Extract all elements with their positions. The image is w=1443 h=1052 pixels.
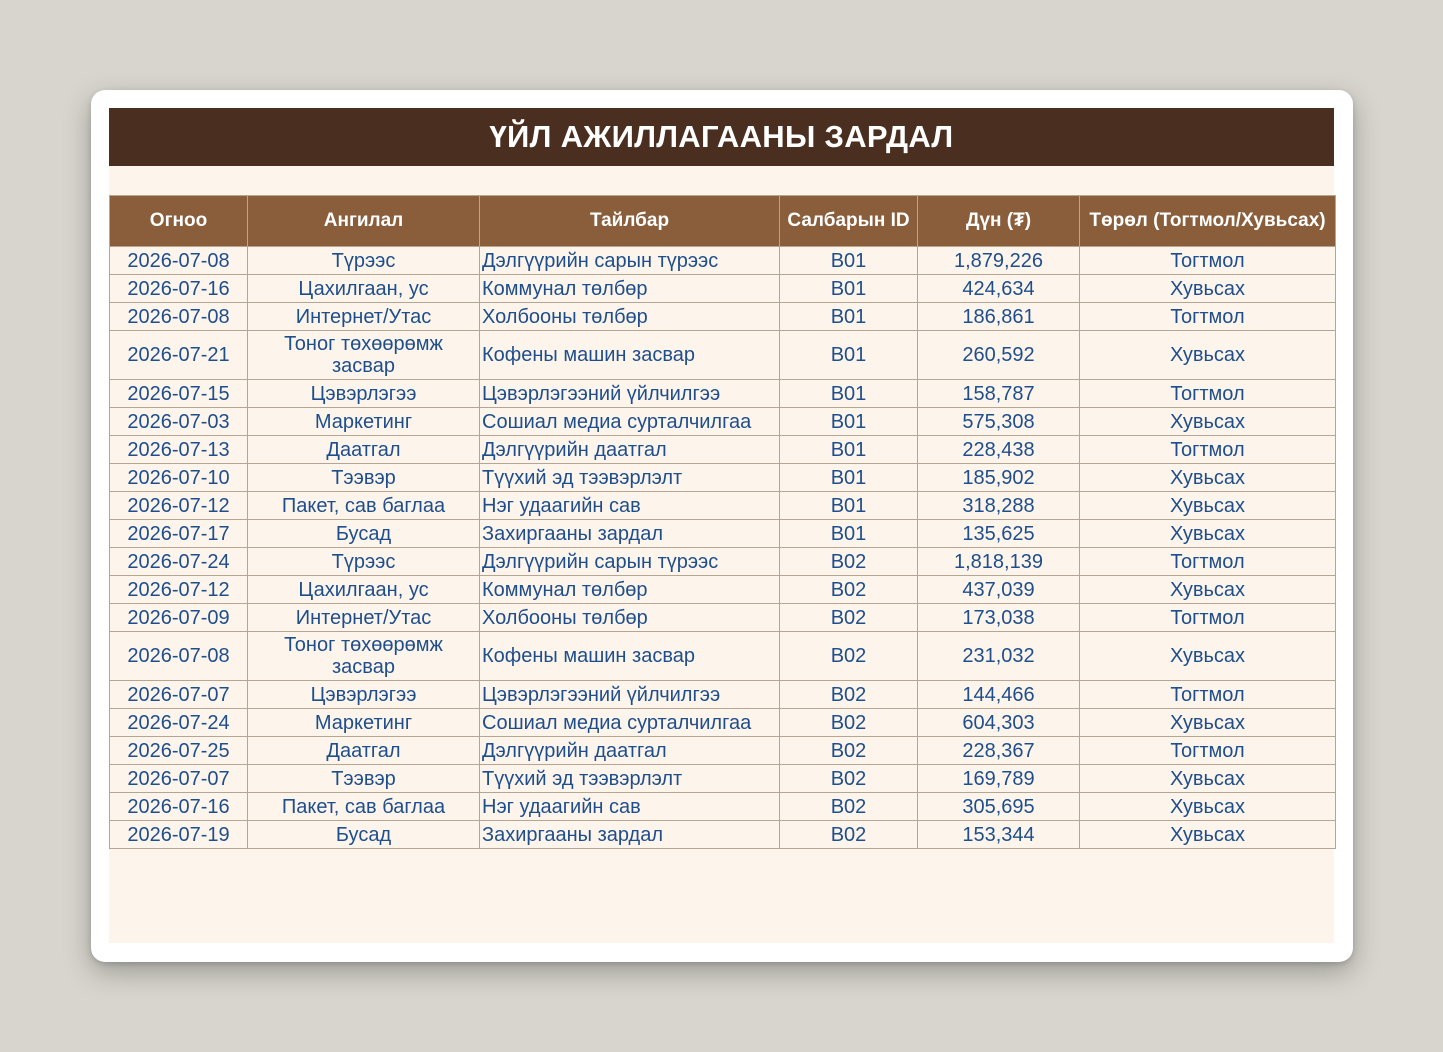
cell-date[interactable]: 2026-07-08 xyxy=(110,303,248,331)
cell-branch-id[interactable]: B02 xyxy=(780,548,918,576)
cell-description[interactable]: Дэлгүүрийн сарын түрээс xyxy=(480,548,780,576)
table-row xyxy=(110,548,1336,576)
table-row xyxy=(110,793,1336,821)
cell-amount[interactable]: 305,695 xyxy=(918,793,1080,821)
cell-amount[interactable]: 575,308 xyxy=(918,408,1080,436)
cell-branch-id[interactable]: B02 xyxy=(780,793,918,821)
cell-type[interactable]: Тогтмол xyxy=(1080,737,1336,765)
cell-description[interactable]: Захиргааны зардал xyxy=(480,520,780,548)
table-row xyxy=(110,247,1336,275)
cell-category[interactable]: Цэвэрлэгээ xyxy=(248,380,480,408)
table-body xyxy=(110,247,1336,849)
column-header-category[interactable]: Ангилал xyxy=(248,196,480,247)
cell-category[interactable]: Пакет, сав баглаа xyxy=(248,492,480,520)
cell-amount[interactable]: 228,438 xyxy=(918,436,1080,464)
cell-category[interactable]: Түрээс xyxy=(248,548,480,576)
cell-category[interactable]: Түрээс xyxy=(248,247,480,275)
cell-branch-id[interactable]: B02 xyxy=(780,765,918,793)
table-row xyxy=(110,821,1336,849)
cell-category[interactable]: Тоног төхөөрөмж засвар xyxy=(248,331,480,380)
cell-description[interactable]: Цэвэрлэгээний үйлчилгээ xyxy=(480,681,780,709)
table-header xyxy=(110,196,1336,247)
cell-category[interactable]: Цахилгаан, ус xyxy=(248,576,480,604)
cell-type[interactable]: Хувьсах xyxy=(1080,275,1336,303)
cell-amount[interactable]: 1,818,139 xyxy=(918,548,1080,576)
cell-type[interactable]: Хувьсах xyxy=(1080,331,1336,380)
table-row xyxy=(110,464,1336,492)
cell-branch-id[interactable]: B01 xyxy=(780,436,918,464)
table-row xyxy=(110,436,1336,464)
cell-amount[interactable]: 153,344 xyxy=(918,821,1080,849)
cell-date[interactable]: 2026-07-13 xyxy=(110,436,248,464)
cell-category[interactable]: Пакет, сав баглаа xyxy=(248,793,480,821)
table-row xyxy=(110,576,1336,604)
cell-category[interactable]: Даатгал xyxy=(248,737,480,765)
cell-date[interactable]: 2026-07-24 xyxy=(110,709,248,737)
cell-branch-id[interactable]: B01 xyxy=(780,303,918,331)
cell-description[interactable]: Сошиал медиа сурталчилгаа xyxy=(480,709,780,737)
cell-date[interactable]: 2026-07-15 xyxy=(110,380,248,408)
cell-description[interactable]: Коммунал төлбөр xyxy=(480,275,780,303)
cell-date[interactable]: 2026-07-12 xyxy=(110,576,248,604)
cell-description[interactable]: Захиргааны зардал xyxy=(480,821,780,849)
cell-date[interactable]: 2026-07-10 xyxy=(110,464,248,492)
cell-description[interactable]: Дэлгүүрийн сарын түрээс xyxy=(480,247,780,275)
cell-branch-id[interactable]: B01 xyxy=(780,492,918,520)
sheet-title: ҮЙЛ АЖИЛЛАГААНЫ ЗАРДАЛ xyxy=(109,108,1334,166)
column-header-description[interactable]: Тайлбар xyxy=(480,196,780,247)
cell-type[interactable]: Хувьсах xyxy=(1080,520,1336,548)
cell-branch-id[interactable]: B02 xyxy=(780,821,918,849)
cell-description[interactable]: Цэвэрлэгээний үйлчилгээ xyxy=(480,380,780,408)
cell-category[interactable]: Бусад xyxy=(248,821,480,849)
cell-amount[interactable]: 604,303 xyxy=(918,709,1080,737)
cell-type[interactable]: Тогтмол xyxy=(1080,247,1336,275)
cell-branch-id[interactable]: B02 xyxy=(780,681,918,709)
column-header-type[interactable]: Төрөл (Тогтмол/Хувьсах) xyxy=(1080,196,1336,247)
table-row xyxy=(110,709,1336,737)
cell-description[interactable]: Түүхий эд тээвэрлэлт xyxy=(480,765,780,793)
cell-description[interactable]: Холбооны төлбөр xyxy=(480,604,780,632)
cell-branch-id[interactable]: B01 xyxy=(780,408,918,436)
cell-branch-id[interactable]: B02 xyxy=(780,604,918,632)
cell-type[interactable]: Тогтмол xyxy=(1080,303,1336,331)
cell-date[interactable]: 2026-07-16 xyxy=(110,275,248,303)
table-row xyxy=(110,380,1336,408)
table-row xyxy=(110,604,1336,632)
cell-type[interactable]: Тогтмол xyxy=(1080,548,1336,576)
cell-type[interactable]: Хувьсах xyxy=(1080,408,1336,436)
cell-amount[interactable]: 173,038 xyxy=(918,604,1080,632)
cell-type[interactable]: Хувьсах xyxy=(1080,821,1336,849)
cell-description[interactable]: Дэлгүүрийн даатгал xyxy=(480,737,780,765)
cell-amount[interactable]: 158,787 xyxy=(918,380,1080,408)
cell-category[interactable]: Тоног төхөөрөмж засвар xyxy=(248,632,480,681)
table-row xyxy=(110,520,1336,548)
cell-amount[interactable]: 1,879,226 xyxy=(918,247,1080,275)
cell-branch-id[interactable]: B01 xyxy=(780,331,918,380)
cell-type[interactable]: Хувьсах xyxy=(1080,793,1336,821)
cell-category[interactable]: Даатгал xyxy=(248,436,480,464)
cell-date[interactable]: 2026-07-12 xyxy=(110,492,248,520)
table-row xyxy=(110,681,1336,709)
cell-branch-id[interactable]: B01 xyxy=(780,380,918,408)
table-row xyxy=(110,303,1336,331)
cell-description[interactable]: Нэг удаагийн сав xyxy=(480,793,780,821)
cell-branch-id[interactable]: B02 xyxy=(780,576,918,604)
cell-category[interactable]: Бусад xyxy=(248,520,480,548)
cell-category[interactable]: Маркетинг xyxy=(248,709,480,737)
cell-branch-id[interactable]: B02 xyxy=(780,709,918,737)
cell-type[interactable]: Тогтмол xyxy=(1080,380,1336,408)
spreadsheet-card xyxy=(91,90,1353,962)
column-header-branch-id[interactable]: Салбарын ID xyxy=(780,196,918,247)
cell-type[interactable]: Тогтмол xyxy=(1080,604,1336,632)
cell-type[interactable]: Хувьсах xyxy=(1080,632,1336,681)
expense-table xyxy=(109,195,1336,849)
cell-date[interactable]: 2026-07-24 xyxy=(110,548,248,576)
table-row xyxy=(110,275,1336,303)
table-row xyxy=(110,408,1336,436)
column-header-date[interactable]: Огноо xyxy=(110,196,248,247)
header-row xyxy=(110,196,1336,247)
cell-description[interactable]: Холбооны төлбөр xyxy=(480,303,780,331)
table-row xyxy=(110,765,1336,793)
cell-amount[interactable]: 186,861 xyxy=(918,303,1080,331)
cell-category[interactable]: Маркетинг xyxy=(248,408,480,436)
cell-type[interactable]: Хувьсах xyxy=(1080,464,1336,492)
column-header-amount[interactable]: Дүн (₮) xyxy=(918,196,1080,247)
cell-branch-id[interactable]: B01 xyxy=(780,275,918,303)
cell-category[interactable]: Интернет/Утас xyxy=(248,604,480,632)
cell-branch-id[interactable]: B01 xyxy=(780,247,918,275)
cell-type[interactable]: Хувьсах xyxy=(1080,576,1336,604)
cell-date[interactable]: 2026-07-16 xyxy=(110,793,248,821)
cell-date[interactable]: 2026-07-07 xyxy=(110,765,248,793)
cell-branch-id[interactable]: B01 xyxy=(780,464,918,492)
cell-amount[interactable]: 260,592 xyxy=(918,331,1080,380)
cell-type[interactable]: Хувьсах xyxy=(1080,492,1336,520)
cell-date[interactable]: 2026-07-08 xyxy=(110,632,248,681)
cell-description[interactable]: Сошиал медиа сурталчилгаа xyxy=(480,408,780,436)
cell-category[interactable]: Цахилгаан, ус xyxy=(248,275,480,303)
cell-category[interactable]: Тээвэр xyxy=(248,765,480,793)
cell-branch-id[interactable]: B01 xyxy=(780,520,918,548)
cell-date[interactable]: 2026-07-21 xyxy=(110,331,248,380)
cell-category[interactable]: Цэвэрлэгээ xyxy=(248,681,480,709)
cell-amount[interactable]: 424,634 xyxy=(918,275,1080,303)
table-row xyxy=(110,492,1336,520)
cell-category[interactable]: Тээвэр xyxy=(248,464,480,492)
cell-branch-id[interactable]: B02 xyxy=(780,737,918,765)
table-row xyxy=(110,632,1336,681)
cell-type[interactable]: Хувьсах xyxy=(1080,709,1336,737)
cell-description[interactable]: Нэг удаагийн сав xyxy=(480,492,780,520)
cell-type[interactable]: Тогтмол xyxy=(1080,436,1336,464)
cell-date[interactable]: 2026-07-08 xyxy=(110,247,248,275)
table-row xyxy=(110,737,1336,765)
expense-sheet xyxy=(109,108,1334,943)
cell-date[interactable]: 2026-07-03 xyxy=(110,408,248,436)
table-row xyxy=(110,331,1336,380)
cell-date[interactable]: 2026-07-07 xyxy=(110,681,248,709)
cell-amount[interactable]: 318,288 xyxy=(918,492,1080,520)
cell-description[interactable]: Кофены машин засвар xyxy=(480,632,780,681)
cell-amount[interactable]: 144,466 xyxy=(918,681,1080,709)
cell-amount[interactable]: 437,039 xyxy=(918,576,1080,604)
cell-amount[interactable]: 135,625 xyxy=(918,520,1080,548)
cell-description[interactable]: Кофены машин засвар xyxy=(480,331,780,380)
cell-amount[interactable]: 228,367 xyxy=(918,737,1080,765)
cell-date[interactable]: 2026-07-25 xyxy=(110,737,248,765)
cell-date[interactable]: 2026-07-19 xyxy=(110,821,248,849)
cell-branch-id[interactable]: B02 xyxy=(780,632,918,681)
cell-date[interactable]: 2026-07-09 xyxy=(110,604,248,632)
cell-amount[interactable]: 169,789 xyxy=(918,765,1080,793)
cell-type[interactable]: Хувьсах xyxy=(1080,765,1336,793)
cell-amount[interactable]: 185,902 xyxy=(918,464,1080,492)
cell-type[interactable]: Тогтмол xyxy=(1080,681,1336,709)
cell-description[interactable]: Коммунал төлбөр xyxy=(480,576,780,604)
cell-amount[interactable]: 231,032 xyxy=(918,632,1080,681)
cell-category[interactable]: Интернет/Утас xyxy=(248,303,480,331)
cell-description[interactable]: Түүхий эд тээвэрлэлт xyxy=(480,464,780,492)
cell-description[interactable]: Дэлгүүрийн даатгал xyxy=(480,436,780,464)
cell-date[interactable]: 2026-07-17 xyxy=(110,520,248,548)
